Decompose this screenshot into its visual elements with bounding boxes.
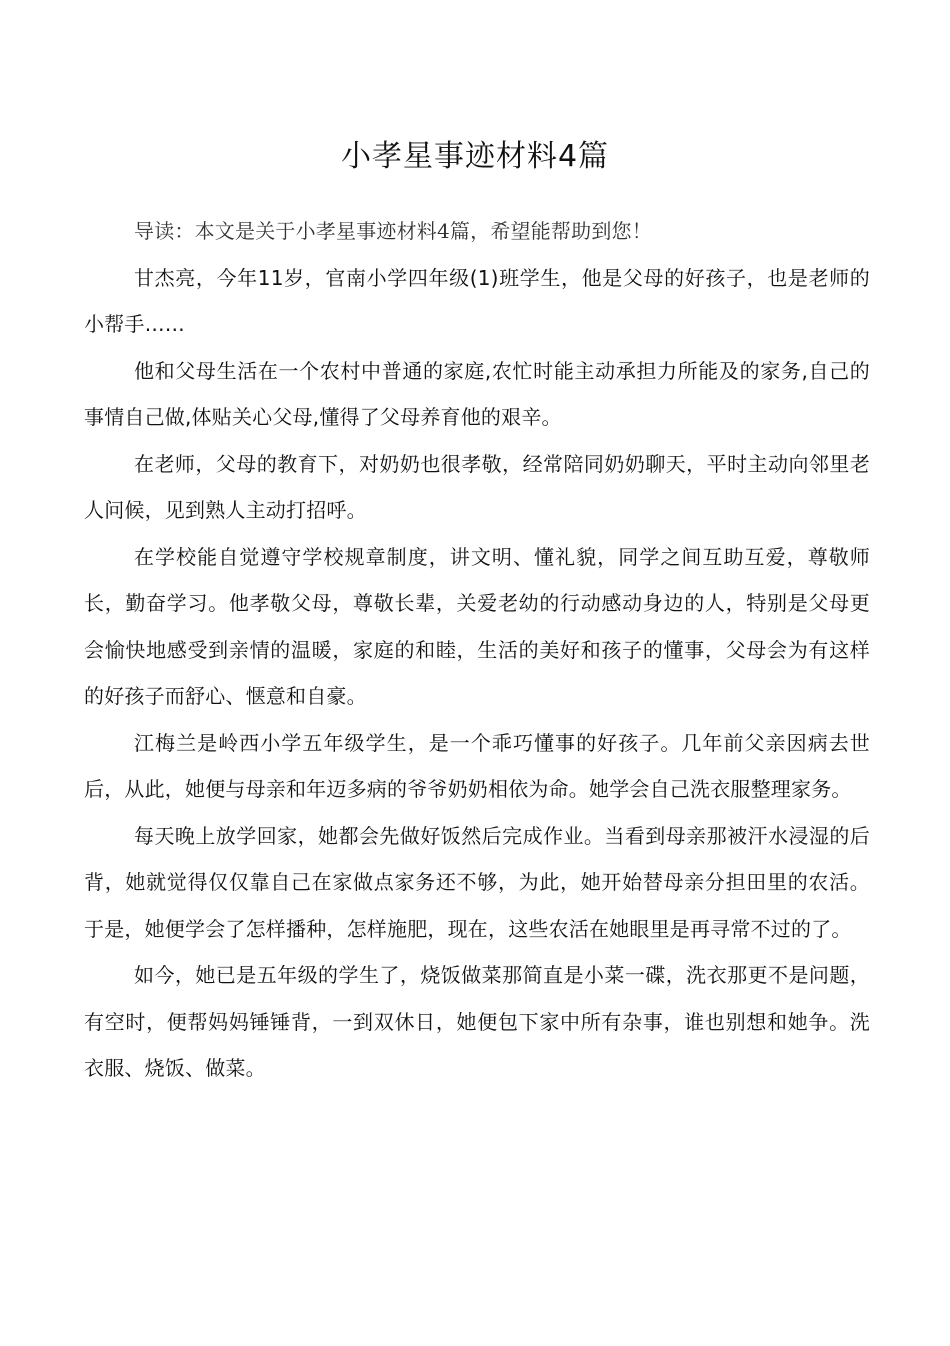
document-title: 小孝星事迹材料4篇 [340, 139, 610, 174]
paragraph: 每天晚上放学回家，她都会先做好饭然后完成作业。当看到母亲那被汗水浸湿的后背，她就觉得仅仅靠自己在家做点家务还不够，为此，她开始替母亲分担田里的农活。于是，她便学会了怎样播种，怎样施肥，现在，这些农活在她眼里是再寻常不过的了。 [84, 823, 870, 941]
paragraph: 在学校能自觉遵守学校规章制度，讲文明、懂礼貌，同学之间互助互爱，尊敬师长，勤奋学习。他孝敬父母，尊敬长辈，关爱老幼的行动感动身边的人，特别是父母更会愉快地感受到亲情的温暖，家庭的和睦，生活的美好和孩子的懂事，父母会为有这样的好孩子而舒心、惬意和自豪。 [84, 544, 870, 708]
document-body [84, 208, 870, 1092]
paragraph: 在老师，父母的教育下，对奶奶也很孝敬，经常陪同奶奶聊天，平时主动向邻里老人问候，见到熟人主动打招呼。 [84, 451, 870, 522]
paragraph: 甘杰亮，今年11岁，官南小学四年级(1)班学生，他是父母的好孩子，也是老师的小帮手…… [84, 265, 870, 336]
intro-paragraph: 导读：本文是关于小孝星事迹材料4篇，希望能帮助到您！ [134, 219, 652, 243]
paragraph: 江梅兰是岭西小学五年级学生，是一个乖巧懂事的好孩子。几年前父亲因病去世后，从此，她便与母亲和年迈多病的爷爷奶奶相依为命。她学会自己洗衣服整理家务。 [84, 730, 870, 801]
paragraph: 他和父母生活在一个农村中普通的家庭,农忙时能主动承担力所能及的家务,自己的事情自己做,体贴关心父母,懂得了父母养育他的艰辛。 [84, 358, 870, 429]
paragraph: 如今，她已是五年级的学生了，烧饭做菜那简直是小菜一碟，洗衣那更不是问题，有空时，便帮妈妈锤锤背，一到双休日，她便包下家中所有杂事，谁也别想和她争。洗衣服、烧饭、做菜。 [84, 963, 870, 1080]
